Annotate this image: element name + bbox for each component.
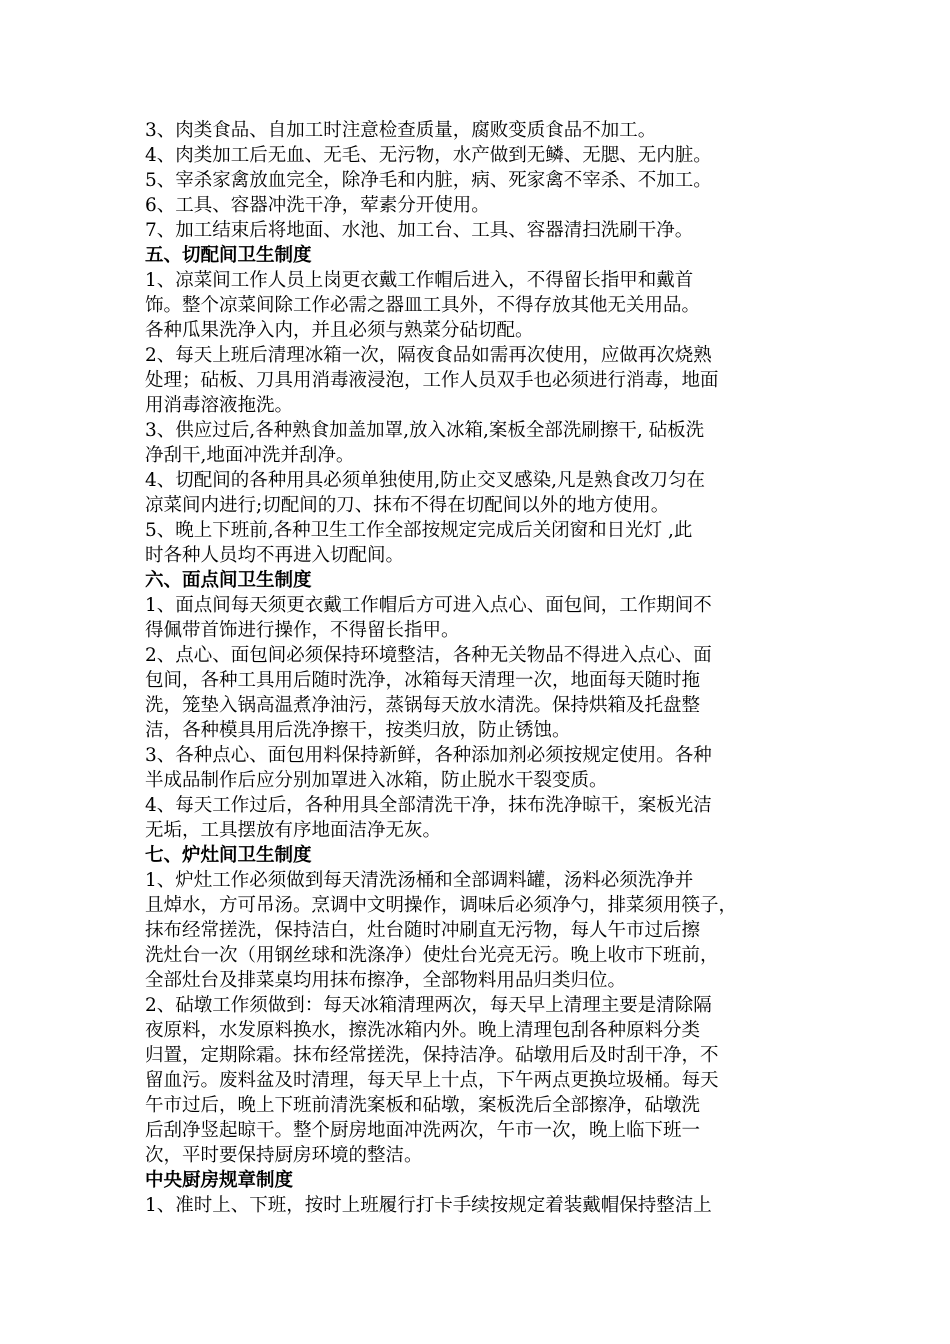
text-line: 净刮干,地面冲洗并刮净。 [145, 445, 355, 466]
text-line: 凉菜间内进行;切配间的刀、抹布不得在切配间以外的地方使用。 [145, 495, 670, 516]
document-body [145, 118, 815, 1218]
text-line: 5、宰杀家禽放血完全，除净毛和内脏，病、死家禽不宰杀、不加工。 [145, 170, 712, 191]
text-line: 3、供应过后,各种熟食加盖加罩,放入冰箱,案板全部洗刷擦干, 砧板洗 [145, 420, 705, 441]
text-line: 1、凉菜间工作人员上岗更衣戴工作帽后进入，不得留长指甲和戴首 [145, 270, 694, 291]
text-line: 时各种人员均不再进入切配间。 [145, 545, 405, 566]
text-line: 4、切配间的各种用具必须单独使用,防止交叉感染,凡是熟食改刀匀在 [145, 470, 706, 491]
text-line: 用消毒溶液拖洗。 [145, 395, 294, 416]
text-line: 处理；砧板、刀具用消毒液浸泡，工作人员双手也必须进行消毒，地面 [145, 370, 719, 391]
section-heading: 五、切配间卫生制度 [145, 245, 312, 266]
text-line: 4、每天工作过后，各种用具全部清洗干净，抹布洗净晾干，案板光洁 [145, 795, 712, 816]
text-line: 洁，各种模具用后洗净擦干，按类归放，防止锈蚀。 [145, 720, 571, 741]
text-line: 4、肉类加工后无血、无毛、无污物，水产做到无鳞、无腮、无内脏。 [145, 145, 712, 166]
text-line: 1、面点间每天须更衣戴工作帽后方可进入点心、面包间，工作期间不 [145, 595, 712, 616]
section-heading: 中央厨房规章制度 [145, 1170, 294, 1191]
text-line: 2、每天上班后清理冰箱一次，隔夜食品如需再次使用，应做再次烧熟 [145, 345, 712, 366]
text-line: 各种瓜果洗净入内，并且必须与熟菜分砧切配。 [145, 320, 534, 341]
text-line: 次，平时要保持厨房环境的整洁。 [145, 1145, 423, 1166]
text-line: 6、工具、容器冲洗干净，荤素分开使用。 [145, 195, 490, 216]
text-line: 饰。整个凉菜间除工作必需之器皿工具外，不得存放其他无关用品。 [145, 295, 701, 316]
text-line: 2、点心、面包间必须保持环境整洁，各种无关物品不得进入点心、面 [145, 645, 712, 666]
text-line: 无垢，工具摆放有序地面洁净无灰。 [145, 820, 442, 841]
text-line: 半成品制作后应分别加罩进入冰箱，防止脱水干裂变质。 [145, 770, 608, 791]
text-line: 得佩带首饰进行操作，不得留长指甲。 [145, 620, 460, 641]
text-line: 留血污。废料盆及时清理，每天早上十点，下午两点更换垃圾桶。每天 [145, 1070, 719, 1091]
text-line: 夜原料，水发原料换水，擦洗冰箱内外。晚上清理包刮各种原料分类 [145, 1020, 701, 1041]
text-line: 3、各种点心、面包用料保持新鲜，各种添加剂必须按规定使用。各种 [145, 745, 712, 766]
text-line: 1、炉灶工作必须做到每天清洗汤桶和全部调料罐，汤料必须洗净并 [145, 870, 694, 891]
text-line: 后刮净竖起晾干。整个厨房地面冲洗两次，午市一次，晚上临下班一 [145, 1120, 701, 1141]
text-line: 包间，各种工具用后随时洗净，冰箱每天清理一次，地面每天随时拖 [145, 670, 701, 691]
text-line: 3、肉类食品、自加工时注意检查质量，腐败变质食品不加工。 [145, 120, 657, 141]
text-line: 午市过后，晚上下班前清洗案板和砧墩，案板洗后全部擦净，砧墩洗 [145, 1095, 701, 1116]
section-heading: 七、炉灶间卫生制度 [145, 845, 312, 866]
text-line: 且焯水，方可吊汤。烹调中文明操作，调味后必须净勺，排菜须用筷子， [145, 895, 738, 916]
text-line: 归置，定期除霜。抹布经常搓洗，保持洁净。砧墩用后及时刮干净，不 [145, 1045, 719, 1066]
text-line: 5、晚上下班前,各种卫生工作全部按规定完成后关闭窗和日光灯 ,此 [145, 520, 693, 541]
text-line: 洗灶台一次（用钢丝球和洗涤净）使灶台光亮无污。晚上收市下班前， [145, 945, 719, 966]
text-line: 7、加工结束后将地面、水池、加工台、工具、容器清扫洗刷干净。 [145, 220, 694, 241]
text-line: 全部灶台及排菜桌均用抹布擦净，全部物料用品归类归位。 [145, 970, 627, 991]
section-heading: 六、面点间卫生制度 [145, 570, 312, 591]
text-line: 抹布经常搓洗，保持洁白，灶台随时冲刷直无污物，每人午市过后擦 [145, 920, 701, 941]
text-line: 1、准时上、下班，按时上班履行打卡手续按规定着装戴帽保持整洁上 [145, 1195, 712, 1216]
text-line: 2、砧墩工作须做到：每天冰箱清理两次，每天早上清理主要是清除隔 [145, 995, 712, 1016]
text-line: 洗，笼垫入锅高温煮净油污，蒸锅每天放水清洗。保持烘箱及托盘整 [145, 695, 701, 716]
